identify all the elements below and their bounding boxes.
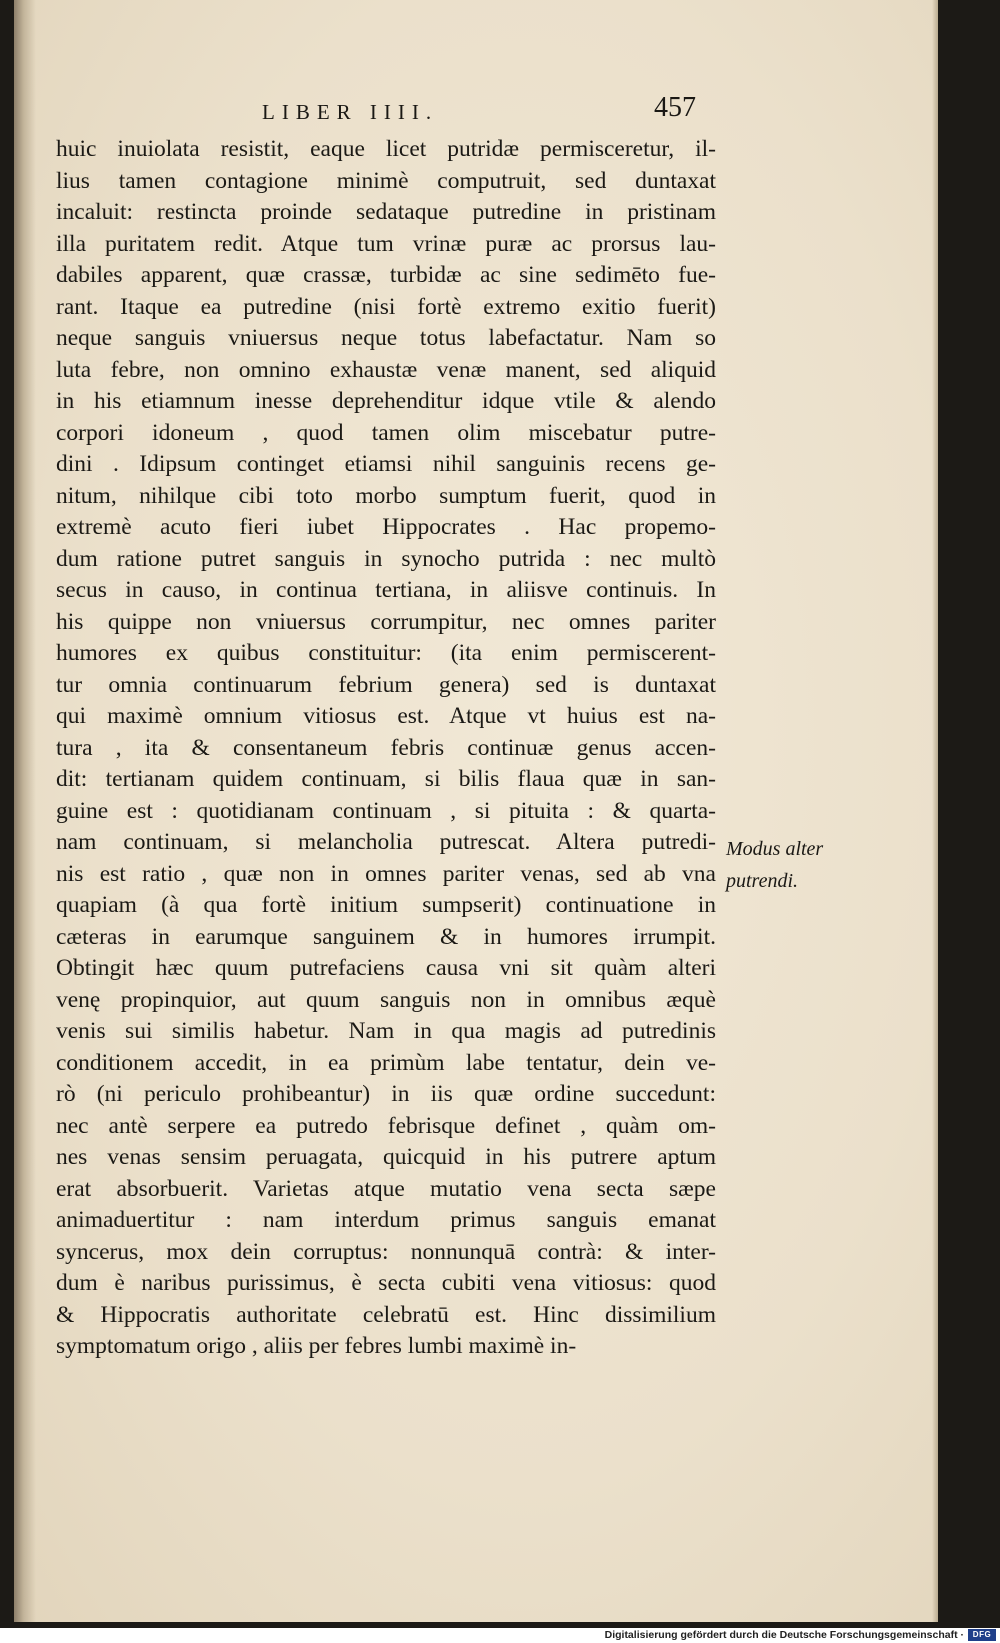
text-line: huic inuiolata resistit, eaque licet putridæ permisceretur, il- <box>56 136 716 162</box>
text-line: in his etiamnum inesse deprehenditur idque vtile & alendo <box>56 388 716 414</box>
text-line: secus in causo, in continua tertiana, in aliisve continuis. In <box>56 577 716 603</box>
text-line: dit: tertianam quidem continuam, si bilis flaua quæ in san- <box>56 766 716 792</box>
text-line: luta febre, non omnino exhaustæ venæ manent, sed aliquid <box>56 356 716 383</box>
text-line: & Hippocratis authoritate celebratū est. Hinc dissimilium <box>56 1301 716 1328</box>
text-line: syncerus, mox dein corruptus: nonnunquā contrà: & inter- <box>56 1238 716 1265</box>
text-line: dabiles apparent, quæ crassæ, turbidæ ac sine sedimēto fue- <box>56 262 716 288</box>
text-line: nis est ratio , quæ non in omnes pariter venas, sed ab vna <box>56 860 716 887</box>
page-edge <box>932 0 938 1622</box>
text-line: dum è naribus purissimus, è secta cubiti vena vitiosus: quod <box>56 1270 716 1296</box>
text-line: nitum, nihilque cibi toto morbo sumptum fuerit, quod in <box>56 482 716 509</box>
text-line: nec antè serpere ea putredo febrisque definet , quàm om- <box>56 1112 716 1139</box>
text-line: dini . Idipsum continget etiamsi nihil sanguinis recens ge- <box>56 451 716 477</box>
text-line: venis sui similis habetur. Nam in qua magis ad putredinis <box>56 1018 716 1044</box>
text-line: rant. Itaque ea putredine (nisi fortè extremo exitio fuerit) <box>56 293 716 320</box>
text-line: qui maximè omnium vitiosus est. Atque vt huius est na- <box>56 703 716 729</box>
text-line: lius tamen contagione minimè computruit, sed duntaxat <box>56 167 716 194</box>
marginal-note-line: Modus alter <box>726 838 824 860</box>
text-line: animaduertitur : nam interdum primus sanguis emanat <box>56 1207 716 1233</box>
marginal-note-line: putrendi. <box>726 869 799 892</box>
text-line: quapiam (à qua fortè initium sumpserit) continuatione in <box>56 892 716 918</box>
text-line: tura , ita & consentaneum febris continuæ genus accen- <box>56 734 716 761</box>
footer-bar <box>0 1628 1000 1643</box>
text-line: erat absorbuerit. Varietas atque mutatio vena secta sæpe <box>56 1175 716 1202</box>
text-line: humores ex quibus constituitur: (ita enim permiscerent- <box>56 640 716 666</box>
dfg-logo: DFG <box>968 1629 996 1641</box>
funding-credit: Digitalisierung gefördert durch die Deutsche Forschungsgemeinschaft · <box>604 1629 964 1641</box>
page-number: 457 <box>654 92 696 123</box>
text-line: nes venas sensim peruagata, quicquid in his putrere aptum <box>56 1144 716 1170</box>
text-line: Obtingit hæc quum putrefaciens causa vni sit quàm alteri <box>56 955 716 981</box>
book-page <box>14 0 938 1622</box>
text-line: venę propinquior, aut quum sanguis non in omnibus æquè <box>56 986 716 1013</box>
text-line: extremè acuto fieri iubet Hippocrates . Hac propemo- <box>56 514 716 540</box>
text-line: cæteras in earumque sanguinem & in humores irrumpit. <box>56 923 716 950</box>
text-line: symptomatum origo , aliis per febres lumbi maximè in- <box>56 1333 577 1359</box>
text-line: guine est : quotidianam continuam , si pituita : & quarta- <box>56 797 716 824</box>
text-line: rò (ni periculo prohibeantur) in iis quæ ordine succedunt: <box>56 1081 716 1107</box>
text-line: tur omnia continuarum febrium genera) sed is duntaxat <box>56 671 716 698</box>
text-line: corpori idoneum , quod tamen olim miscebatur putre- <box>56 419 716 446</box>
main-text-block <box>56 134 716 1363</box>
text-line: dum ratione putret sanguis in synocho putrida : nec multò <box>56 545 716 572</box>
text-line: incaluit: restincta proinde sedataque putredine in pristinam <box>56 199 716 225</box>
marginal-note <box>726 834 823 897</box>
text-line: neque sanguis vniuersus neque totus labefactatur. Nam so <box>56 325 716 351</box>
text-line: his quippe non vniuersus corrumpitur, nec omnes pariter <box>56 608 716 635</box>
page-gutter <box>14 0 36 1622</box>
text-line: conditionem accedit, in ea primùm labe tentatur, dein ve- <box>56 1049 716 1076</box>
running-head: LIBER IIII. <box>262 100 439 124</box>
text-line: illa puritatem redit. Atque tum vrinæ puræ ac prorsus lau- <box>56 230 716 257</box>
text-line: nam continuam, si melancholia putrescat. Altera putredi- <box>56 829 716 855</box>
